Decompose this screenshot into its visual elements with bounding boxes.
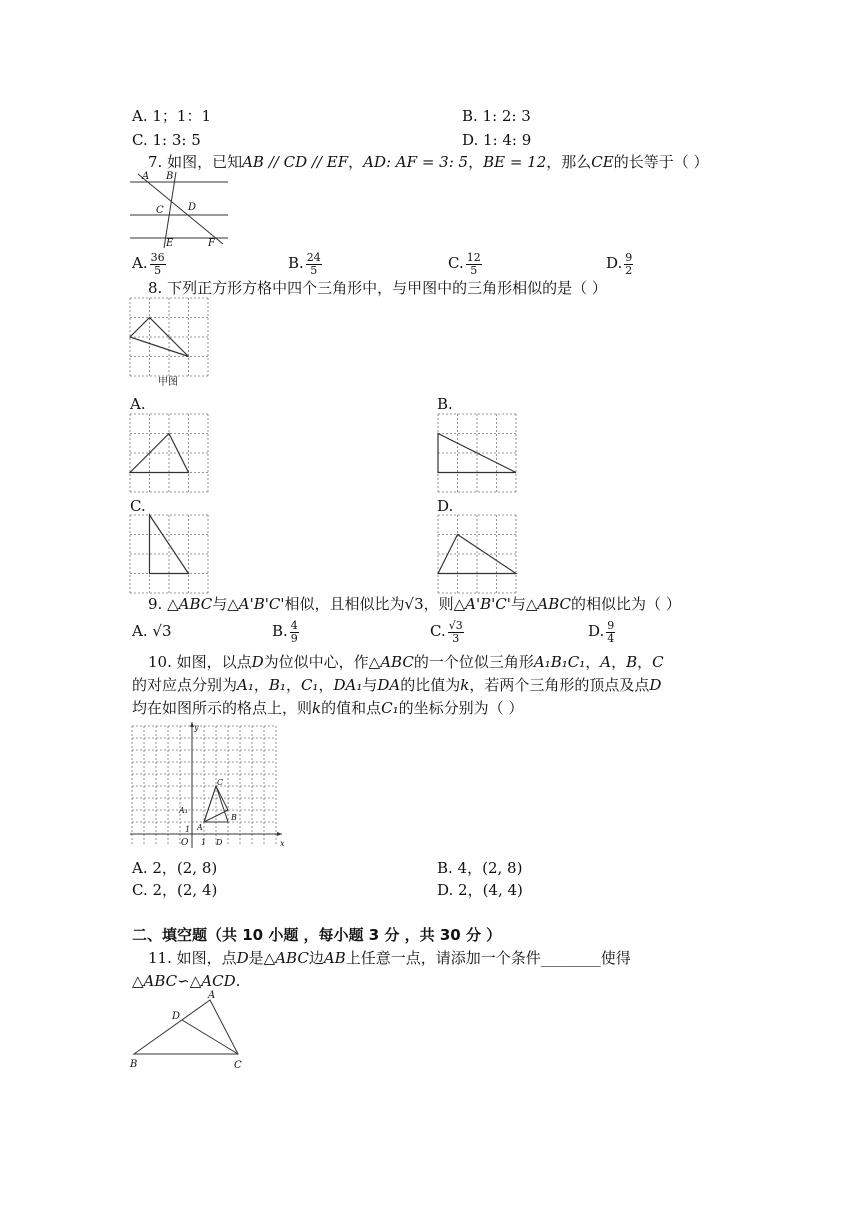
q10-line3: 均在如图所示的格点上，则k的值和点C₁的坐标分别为（ ）	[132, 699, 524, 717]
q11-line1: 11. 如图，点D是△ABC边AB上任意一点，请添加一个条件________使得	[148, 949, 631, 967]
q8-option-a-label: A.	[130, 395, 146, 413]
q7-label-c: C	[156, 205, 164, 216]
q8-figure-b	[438, 414, 518, 494]
q8-figure-a	[130, 414, 210, 494]
q10-label-c: C	[217, 778, 224, 787]
q11-answer-blank[interactable]: ________	[540, 949, 601, 967]
q10-label-d: D	[216, 838, 223, 847]
q8-figure-d	[438, 515, 518, 595]
q10-option-d: D. 2，(4, 4)	[437, 881, 523, 899]
q7-label-a: A	[142, 171, 150, 182]
q8-stem: 8. 下列正方形方格中四个三角形中，与甲图中的三角形相似的是（ ）	[148, 279, 607, 297]
q7-option-a: A. $\frac{36}{5}$	[132, 250, 165, 277]
q8-option-d-label: D.	[437, 497, 454, 515]
q10-line1: 10. 如图，以点D为位似中心，作△ABC的一个位似三角形A₁B₁C₁，A，B，C	[148, 653, 664, 671]
q7-option-d: D. $\frac{9}{2}$	[606, 250, 633, 277]
q9-option-b: B. $\frac{4}{9}$	[272, 618, 298, 645]
q7-label-f: F	[208, 238, 215, 249]
q9-stem: 9. △ABC与△A'B'C'相似，且相似比为√3，则△A'B'C'与△ABC的相似比为（ ）	[148, 595, 681, 613]
q7-label-e: E	[166, 238, 174, 249]
q8-figure-c	[130, 515, 210, 595]
q11-label-d: D	[172, 1011, 181, 1022]
q10-label-o: O	[181, 838, 189, 848]
q10-label-one-y: 1	[185, 825, 191, 834]
q7-option-c: C. $\frac{12}{5}$	[448, 250, 481, 277]
q7-option-b: B. $\frac{24}{5}$	[288, 250, 321, 277]
q11-label-b: B	[130, 1059, 138, 1070]
q11-label-a: A	[208, 990, 216, 1001]
q7-figure	[128, 170, 236, 250]
q6-option-b: B. 1: 2: 3	[462, 107, 531, 125]
q10-option-b: B. 4，(2, 8)	[437, 859, 523, 877]
q11-label-c: C	[234, 1060, 242, 1071]
q8-caption: 甲图	[158, 377, 178, 388]
q10-label-a: A	[197, 823, 203, 832]
q8-option-b-label: B.	[437, 395, 453, 413]
q10-line2: 的对应点分别为A₁，B₁，C₁，DA₁与DA的比值为k，若两个三角形的顶点及点D	[132, 676, 662, 694]
q10-label-y: y	[194, 723, 199, 732]
q9-option-c: C. $\frac{√3}{3}$	[430, 618, 463, 645]
q10-option-a: A. 2，(2, 8)	[132, 859, 218, 877]
q6-option-c: C. 1: 3: 5	[132, 131, 201, 149]
q7-label-d: D	[188, 202, 197, 213]
q6-option-a: A. 1；1：1	[132, 107, 211, 125]
q9-option-a: A. √3	[132, 622, 172, 640]
q7-label-b: B	[166, 171, 174, 182]
q11-figure	[128, 990, 248, 1072]
q7-stem: 7. 如图，已知AB // CD // EF，AD: AF = 3: 5，BE = 12，那么CE的长等于（ ）	[148, 153, 709, 171]
q11-line2: △ABC∽△ACD.	[132, 972, 241, 990]
q10-label-a1: A₁	[179, 806, 188, 815]
q10-label-b: B	[231, 813, 237, 822]
q6-option-d: D. 1: 4: 9	[462, 131, 532, 149]
q10-label-x: x	[280, 839, 285, 848]
q10-coordinate-figure	[130, 722, 290, 852]
q8-option-c-label: C.	[130, 497, 146, 515]
q8-figure-jia	[130, 298, 210, 378]
section-title: 二、填空题（共 10 小题 ，每小题 3 分 ，共 30 分 ）	[132, 926, 502, 944]
q10-option-c: C. 2，(2, 4)	[132, 881, 218, 899]
q9-option-d: D. $\frac{9}{4}$	[588, 618, 615, 645]
q10-label-one-x: 1	[201, 838, 207, 847]
